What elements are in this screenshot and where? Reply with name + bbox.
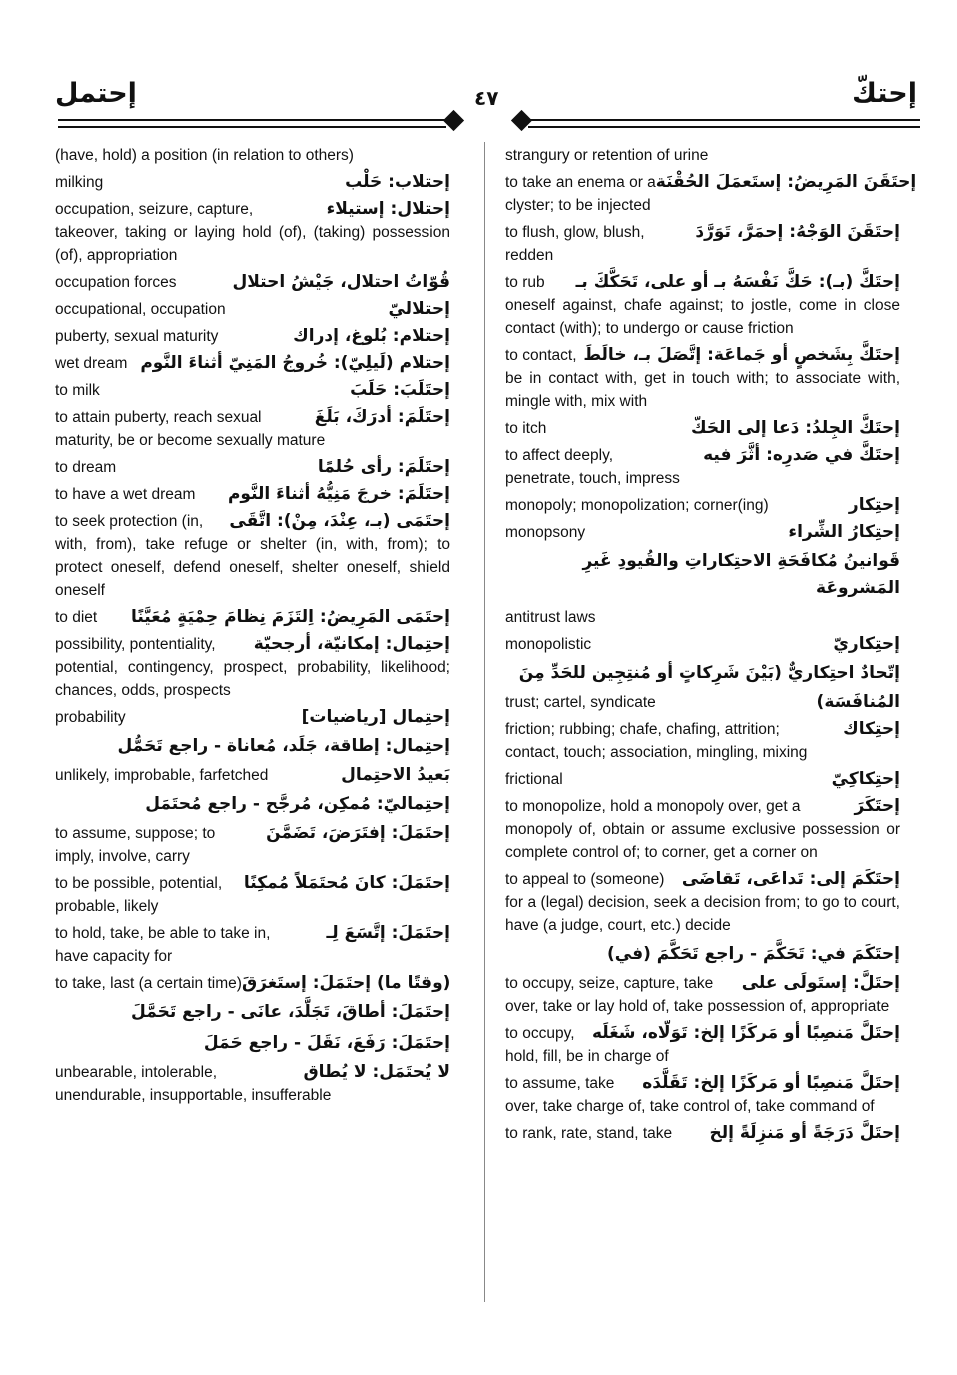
entry-english: unlikely, improbable, farfetched [55, 767, 269, 784]
dictionary-entry [55, 406, 450, 452]
entry-headline [505, 1022, 900, 1045]
entry-headline [505, 795, 900, 818]
entry-headline [505, 691, 900, 714]
entry-arabic: قَوانينُ مُكافَحَةِ الاحتِكاراتِ والقُيودِ غَيرِ المَشروعَة [582, 551, 900, 598]
entry-arabic: إحتَكَّ في صَدرِه: أثَّرَ فيه [703, 445, 900, 465]
entry-arabic: إحتِكار [848, 495, 900, 515]
entry-continuation: maturity, be or become sexually mature [55, 432, 326, 449]
entry-english: monopoly; monopolization; corner(ing) [505, 497, 769, 514]
dictionary-entry [505, 868, 900, 937]
entry-continuation: monopoly of, obtain or assume exclusive possession or complete control of; to corner, get a corner on [505, 821, 900, 861]
entry-english: milking [55, 174, 104, 191]
entry-arabic: إحتَكَّ (بـ): حَكَّ نَفْسَهُ بـ أو على، تَحَكَّكَ بـ [575, 272, 900, 292]
entry-arabic: إحتِكاريّ [833, 634, 900, 654]
entry-english: to seek protection (in, [55, 513, 204, 530]
entry-arabic: إحتَمَى (بـ، عِنْدَ، مِنْ): اتَّقَى [229, 511, 450, 531]
entry-arabic: إحتَمَلَ: كانَ مُحتَمَلاً مُمكِنًا [243, 873, 450, 893]
entry-continuation: have capacity for [55, 948, 173, 965]
dictionary-entry [505, 768, 900, 791]
entry-english: to itch [505, 420, 547, 437]
entry-english: possibility, pontentiality, [55, 636, 216, 653]
entry-arabic: إحتَمَلَ: إتَّسَعَ لِـ [326, 923, 450, 943]
entry-arabic: إحتَمَلَ: أطاقَ، تَجَلَّدَ، عانَى - راجع تَحَمَّلَ [131, 1002, 450, 1022]
entry-headline [55, 171, 450, 194]
entry-continuation: over, take or lay hold of, take possession of, appropriate [505, 998, 890, 1015]
dictionary-entry [505, 171, 917, 217]
dictionary-entry [55, 198, 450, 267]
entry-arabic: إحتَكَمَ إلى: تَداعَى، تَقاضَى [681, 869, 900, 889]
entry-headline [55, 379, 450, 402]
entry-english: to have a wet dream [55, 486, 196, 503]
entry-headline [55, 1061, 450, 1084]
entry-headline [505, 221, 900, 244]
entry-arabic: المُنافَسَة) [816, 692, 900, 712]
dictionary-entry [55, 872, 450, 918]
dictionary-entry [55, 764, 450, 787]
entry-english: to assume, suppose; to [55, 825, 216, 842]
entry-arabic: إحتَلَبَ: حَلَبَ [350, 380, 450, 400]
dictionary-entry [55, 325, 450, 348]
dictionary-entry [505, 606, 900, 629]
entry-arabic: إحتَقَنَ المَرِيضُ: إستَعمَلَ الحُقْنَة [655, 172, 917, 192]
entry-headline [55, 456, 450, 479]
entry-english: unbearable, intolerable, [55, 1064, 218, 1081]
dictionary-entry [55, 822, 450, 868]
entry-headline [55, 352, 450, 375]
entry-arabic: إحتِكاك [843, 719, 900, 739]
entry-english: to take, last (a certain time) [55, 975, 242, 992]
entry-english: to rub [505, 274, 545, 291]
dictionary-entry [55, 999, 450, 1026]
running-head-left: إحتمل [55, 78, 137, 109]
dictionary-entry [55, 706, 450, 729]
entry-arabic: إحتَلَّ مَنصِبًا أو مَركَزًا إلخ: تَقَلَّدَه [642, 1073, 900, 1093]
entry-headline [505, 972, 900, 995]
entry-headline [505, 633, 900, 656]
entry-arabic: قُوّاتُ احتلال، جَيْشُ احتلال [232, 272, 450, 292]
dictionary-entry [505, 941, 900, 968]
entry-continuation: imply, involve, carry [55, 848, 190, 865]
entry-headline [505, 344, 900, 367]
entry-english: to take an enema or a [505, 174, 656, 191]
entry-headline [55, 822, 450, 845]
entry-english: to hold, take, be able to take in, [55, 925, 271, 942]
entry-arabic: إحتلال: إستيلاء [326, 199, 450, 219]
dictionary-entry [505, 795, 900, 864]
diamond-ornament-left [443, 110, 464, 131]
entry-arabic: إحتَقَنَ الوَجْهُ: إحمَرَّ، تَوَرَّدَ [695, 222, 900, 242]
dictionary-entry [55, 606, 450, 629]
entry-english: to contact, [505, 347, 577, 364]
entry-english: occupational, occupation [55, 301, 226, 318]
entry-headline [505, 718, 900, 741]
dictionary-entry [55, 271, 450, 294]
entry-english: to flush, glow, blush, [505, 224, 645, 241]
entry-english: trust; cartel, syndicate [505, 694, 656, 711]
entry-english: to assume, take [505, 1075, 615, 1092]
entry-continuation: redden [505, 247, 554, 264]
entry-arabic: (وقتًا ما) إحتَمَلَ: إستَغرَقَ [241, 973, 451, 993]
entry-english: friction; rubbing; chafe, chafing, attrition; [505, 721, 780, 738]
entry-continuation: with, from), take refuge or shelter (in, with, from); to protect oneself, defend oneself, shelter oneself, shield oneself [55, 536, 450, 599]
entry-continuation: for a (legal) decision, seek a decision from; to go to court, have (a judge, court, etc.) decide [505, 894, 900, 934]
entry-english: puberty, sexual maturity [55, 328, 219, 345]
dictionary-entry [505, 344, 900, 413]
header-rule-right [528, 119, 920, 128]
dictionary-entry [505, 548, 900, 602]
entry-english: to affect deeply, [505, 447, 614, 464]
dictionary-entry [505, 1072, 900, 1118]
column-divider [484, 142, 485, 1302]
entry-arabic: إحتَلَمَ: رأى حُلمًا [317, 457, 450, 477]
entry-continuation: clyster; to be injected [505, 197, 651, 214]
entry-arabic: إحتلاب: حَلْب [345, 172, 450, 192]
header-rule-left [58, 119, 446, 128]
dictionary-entry [55, 733, 450, 760]
entry-english: to monopolize, hold a monopoly over, get a [505, 798, 801, 815]
entry-headline [55, 198, 450, 221]
entry-headline [55, 764, 450, 787]
right-column [505, 144, 917, 1149]
dictionary-entry [505, 144, 900, 167]
dictionary-entry [55, 922, 450, 968]
entry-headline [55, 298, 450, 321]
dictionary-entry [55, 171, 450, 194]
entry-headline [55, 271, 450, 294]
dictionary-entry [55, 456, 450, 479]
dictionary-entry [505, 521, 900, 544]
entry-headline [505, 494, 900, 517]
dictionary-entry [505, 444, 900, 490]
dictionary-entry [505, 691, 900, 714]
entry-english: to milk [55, 382, 100, 399]
dictionary-entry [55, 1061, 450, 1107]
dictionary-entry [505, 972, 900, 1018]
entry-headline [505, 1122, 900, 1145]
dictionary-entry [55, 510, 450, 602]
dictionary-entry [55, 144, 450, 167]
entry-headline [505, 171, 917, 194]
entry-english: strangury or retention of urine [505, 147, 709, 164]
dictionary-entry [505, 633, 900, 656]
entry-headline [505, 417, 900, 440]
entry-arabic: إحتَمَلَ: رَفَعَ، نَقَلَ - راجع حَمَلَ [203, 1033, 450, 1053]
dictionary-entry [505, 271, 900, 340]
entry-arabic: إحتِمال [رياضيات] [301, 707, 450, 727]
entry-english: monopolistic [505, 636, 592, 653]
entry-arabic: إحتَلَّ دَرَجَةً أو مَنزِلَةً إلخ [709, 1123, 900, 1143]
entry-arabic: إحتلاليّ [388, 299, 450, 319]
entry-english: occupation, seizure, capture, [55, 201, 254, 218]
entry-english: to attain puberty, reach sexual [55, 409, 262, 426]
dictionary-entry [505, 221, 900, 267]
entry-arabic: إحتَلَمَ: أدرَكَ، بَلَغَ [314, 407, 450, 427]
entry-english: occupation forces [55, 274, 177, 291]
entry-arabic: إحتَلَمَ: خرجَ مَنِيُّهُ أثناءَ النَّوم [227, 484, 450, 504]
dictionary-entry [505, 1122, 900, 1145]
entry-headline [505, 768, 900, 791]
entry-english: probability [55, 709, 126, 726]
entry-english: monopsony [505, 524, 586, 541]
entry-arabic: إحتَلَّ مَنصِبًا أو مَركَزًا إلخ: تَوَلّاه، شَغَلَه [591, 1023, 900, 1043]
entry-english: antitrust laws [505, 609, 596, 626]
entry-arabic: إتّحادٌ احتِكاريٌّ (بَيْنَ شَرِكاتٍ أو مُنتِجِين للحَدِّ مِنَ [518, 663, 900, 683]
entry-headline [55, 972, 450, 995]
entry-continuation: be in contact with, get in touch with; to associate with, mingle with, mix with [505, 370, 900, 410]
entry-headline [505, 444, 900, 467]
entry-continuation: unendurable, insupportable, insufferable [55, 1087, 332, 1104]
dictionary-entry [55, 298, 450, 321]
entry-arabic: إحتِمال: إطاقة، جَلَد، مُعاناة - راجع تَحَمُّل [117, 736, 450, 756]
entry-headline [55, 706, 450, 729]
entry-english: to occupy, seize, capture, take [505, 975, 714, 992]
entry-continuation: over, take charge of, take control of, take command of [505, 1098, 875, 1115]
entry-headline [505, 868, 900, 891]
dictionary-entry [55, 791, 450, 818]
dictionary-entry [55, 972, 450, 995]
entry-continuation: hold, fill, be in charge of [505, 1048, 669, 1065]
entry-arabic: إحتَكَّ الجِلدُ: دَعا إلى الحَكّ [691, 418, 900, 438]
dictionary-entry [55, 483, 450, 506]
running-head-right: إحتكّ [852, 78, 917, 109]
dictionary-entry [505, 1022, 900, 1068]
dictionary-entry [55, 352, 450, 375]
entry-headline [55, 510, 450, 533]
entry-english: to occupy, [505, 1025, 575, 1042]
dictionary-entry [505, 417, 900, 440]
entry-english: wet dream [55, 355, 128, 372]
entry-headline [505, 271, 900, 294]
entry-headline [55, 633, 450, 656]
entry-english: (have, hold) a position (in relation to others) [55, 147, 354, 164]
entry-english: frictional [505, 771, 563, 788]
entry-arabic: إحتَكَرَ [854, 796, 900, 816]
dictionary-entry [505, 718, 900, 764]
dictionary-entry [55, 379, 450, 402]
dictionary-entry [505, 660, 900, 687]
entry-headline [55, 922, 450, 945]
entry-headline [505, 1072, 900, 1095]
entry-headline [55, 406, 450, 429]
entry-headline [55, 483, 450, 506]
entry-arabic: إحتَلَّ: إستَولَى على [741, 973, 900, 993]
entry-arabic: لا يُحتَمَل: لا يُطاق [303, 1062, 450, 1082]
dictionary-entry [505, 494, 900, 517]
entry-arabic: إحتَمَلَ: إفتَرَضَ، تَضَمَّنَ [266, 823, 450, 843]
entry-arabic: إحتلام (لَيلِيّ): خُروجُ المَنِيّ أثناءَ النَّوم [140, 353, 450, 373]
dictionary-entry [55, 633, 450, 702]
entry-english: to be possible, potential, [55, 875, 223, 892]
entry-continuation: oneself against, chafe against; to jostle, come in close contact (with); to undergo or cause friction [505, 297, 900, 337]
entry-arabic: إحتلام: بُلوغ، إدراك [293, 326, 450, 346]
entry-arabic: إحتَكَمَ في: تَحَكَّمَ - راجع تَحَكَّمَ (في) [607, 944, 900, 964]
entry-headline [55, 325, 450, 348]
entry-headline [55, 606, 450, 629]
entry-english: to appeal to (someone) [505, 871, 665, 888]
entry-headline [55, 872, 450, 895]
left-column [55, 144, 450, 1111]
entry-arabic: إحتِماليّ: مُمكِن، مُرجَّح - راجع مُحتَمَل [145, 794, 450, 814]
entry-continuation: potential, contingency, prospect, probability, likelihood; chances, odds, prospects [55, 659, 450, 699]
entry-arabic: إحتِمال: إمكانيّة، أرجحيّة [253, 634, 450, 654]
entry-english: to dream [55, 459, 117, 476]
entry-continuation: contact, touch; association, mingling, mixing [505, 744, 808, 761]
entry-headline [505, 521, 900, 544]
entry-arabic: بَعيدُ الاحتِمال [341, 765, 450, 785]
page-number: ٤٧ [474, 86, 499, 110]
entry-arabic: إحتَكَّ بِشَخصٍ أو جَماعَة: إتَّصَلَ بـ، خالَطَ [583, 345, 900, 365]
entry-english: to rank, rate, stand, take [505, 1125, 673, 1142]
entry-continuation: probable, likely [55, 898, 159, 915]
entry-arabic: إحتِكارُ الشِّراء [788, 522, 900, 542]
dictionary-entry [55, 1030, 450, 1057]
entry-arabic: إحتَمَى المَرِيضُ: اِلتَزَمَ نِظامَ حِمْيَةٍ مُعَيَّنًا [130, 607, 450, 627]
entry-arabic: إحتِكاكِيّ [831, 769, 900, 789]
entry-continuation: takeover, taking or laying hold (of), (taking) possession (of), appropriation [55, 224, 450, 264]
entry-continuation: penetrate, touch, impress [505, 470, 680, 487]
entry-english: to diet [55, 609, 98, 626]
